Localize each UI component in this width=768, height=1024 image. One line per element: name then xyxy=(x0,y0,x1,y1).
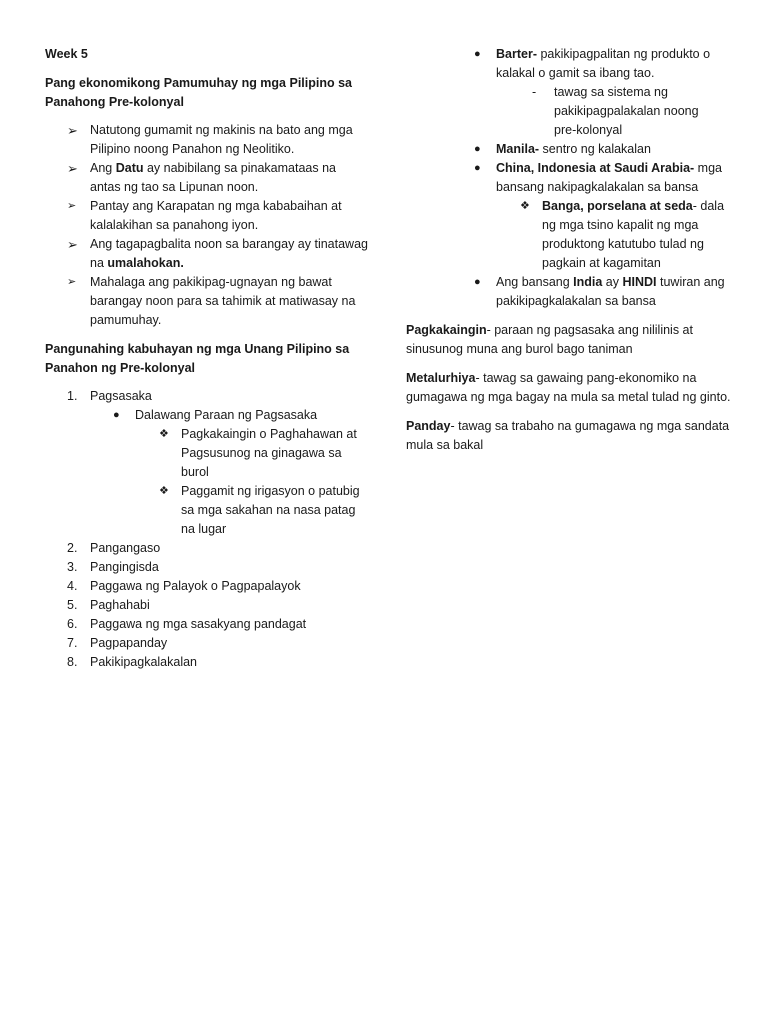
list-item: ➢ Ang tagapagbalita noon sa barangay ay tinatawag na umalahokan. xyxy=(67,237,368,270)
arrow-bullet-icon: ➢ xyxy=(67,237,78,252)
bullet-icon: ● xyxy=(474,48,481,60)
definition-metalurhiya: Metalurhiya- tawag sa gawaing pang-ekonomiko na gumagawa ng mga bagay na mula sa metal tulad ng ginto. xyxy=(406,371,731,404)
list-item: ● Barter- pakikipagpalitan ng produkto o kalakal o gamit sa ibang tao. xyxy=(474,47,711,80)
list-item: ➢ Pantay ang Karapatan ng mga kababaihan at kalalakihan sa panahong iyon. xyxy=(67,199,342,232)
right-column xyxy=(406,45,731,455)
list-item: ● Manila- sentro ng kalakalan xyxy=(0,140,731,159)
list-item: 6. Paggawa ng mga sasakyang pandagat xyxy=(67,617,307,631)
diamond-item: ❖ Paggamit ng irigasyon o patubig sa mga sakahan na nasa patag na lugar xyxy=(159,484,360,536)
list-item: 8. Pakikipagkalakalan xyxy=(67,655,198,669)
arrow-bullet-icon: ➢ xyxy=(67,276,77,288)
week-label: Week 5 xyxy=(45,47,88,61)
bullet-icon: ● xyxy=(474,276,481,288)
list-item: 7. Pagpapanday xyxy=(67,636,168,650)
list-item: ➢ Ang Datu ay nabibilang sa pinakamataas na antas ng tao sa Lipunan noon. xyxy=(67,161,336,194)
arrow-bullet-icon: ➢ xyxy=(67,200,77,212)
bullet-icon: ● xyxy=(474,162,481,174)
diamond-bullet-icon: ❖ xyxy=(159,428,169,440)
list-item: 3. Pangingisda xyxy=(67,560,159,574)
list-item: ● Ang bansang India ay HINDI tuwiran ang pakikipagkalakalan sa bansa xyxy=(474,275,725,308)
list-item: 1. Pagsasaka xyxy=(67,389,152,403)
list-item: ➢ Natutong gumamit ng makinis na bato ang mga Pilipino noong Panahon ng Neolitiko. xyxy=(67,123,353,156)
definition-pagkakaingin: Pagkakaingin- paraan ng pagsasaka ang nililinis at sinusunog muna ang burol bago taniman xyxy=(406,323,693,356)
trade-bullet-list-cont xyxy=(0,140,731,197)
dash-item: - tawag sa sistema ng pakikipagpalakalan noong pre-kolonyal xyxy=(532,85,699,137)
numbered-livelihood-list xyxy=(45,387,370,406)
list-item: 5. Paghahabi xyxy=(67,598,150,612)
diamond-bullet-icon: ❖ xyxy=(520,200,530,212)
section-heading-economic-life: Pang ekonomikong Pamumuhay ng mga Pilipino sa Panahong Pre-kolonyal xyxy=(45,76,352,109)
bullet-icon: ● xyxy=(474,143,481,155)
arrow-bullet-icon: ➢ xyxy=(67,161,78,176)
list-item: ➢ Mahalaga ang pakikipag-ugnayan ng bawat barangay noon para sa tahimik at matiwasay na pamumuhay. xyxy=(67,275,356,327)
dash-icon: - xyxy=(532,85,537,99)
diamond-bullet-icon: ❖ xyxy=(159,485,169,497)
trade-bullet-list xyxy=(0,45,731,83)
sub-bullet-item: ● Dalawang Paraan ng Pagsasaka xyxy=(45,406,370,425)
list-item: 4. Paggawa ng Palayok o Pagpapalayok xyxy=(67,579,301,593)
list-item: ● China, Indonesia at Saudi Arabia- mga bansang nakipagkalakalan sa bansa xyxy=(474,161,722,194)
section-heading-livelihood: Pangunahing kabuhayan ng mga Unang Pilipino sa Panahon ng Pre-kolonyal xyxy=(45,342,350,375)
numbered-livelihood-list-cont xyxy=(45,539,370,672)
bullet-icon: ● xyxy=(113,409,120,421)
diamond-item: ❖ Banga, porselana at seda- dala ng mga tsino kapalit ng mga produktong katutubo tulad ng pagkain at kagamitan xyxy=(520,199,725,270)
trade-bullet-list-end xyxy=(0,273,731,311)
diamond-item: ❖ Pagkakaingin o Paghahawan at Pagsusunog na ginagawa sa burol xyxy=(159,427,357,479)
arrow-bullet-icon: ➢ xyxy=(67,123,78,138)
definition-panday: Panday- tawag sa trabaho na gumagawa ng mga sandata mula sa bakal xyxy=(406,419,730,452)
list-item: 2. Pangangaso xyxy=(67,541,161,555)
